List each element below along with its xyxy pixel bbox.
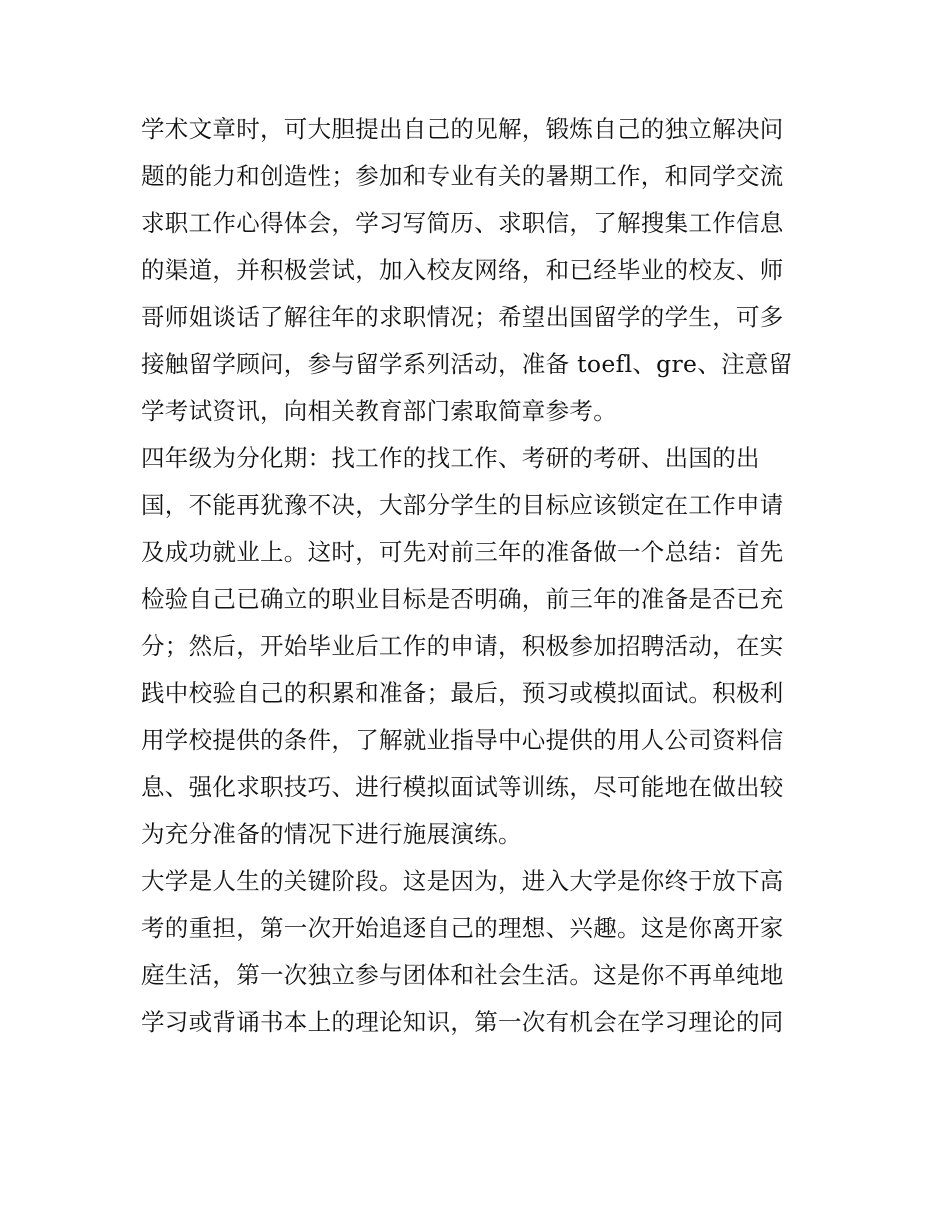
- text-line: 学考试资讯，向相关教育部门索取简章参考。: [141, 397, 617, 425]
- document-body: [141, 106, 821, 1046]
- text-line: 学术文章时，可大胆提出自己的见解，锻炼自己的独立解决问: [141, 115, 784, 143]
- text-line: 四年级为分化期：找工作的找工作、考研的考研、出国的出: [141, 444, 760, 472]
- text-line: 庭生活，第一次独立参与团体和社会生活。这是你不再单纯地: [141, 961, 784, 989]
- text-line: 国，不能再犹豫不决，大部分学生的目标应该锁定在工作申请: [141, 491, 784, 519]
- text-line: 息、强化求职技巧、进行模拟面试等训练，尽可能地在做出较: [141, 773, 784, 801]
- text-line: 分；然后，开始毕业后工作的申请，积极参加招聘活动，在实: [141, 632, 784, 660]
- text-line: 的渠道，并积极尝试，加入校友网络，和已经毕业的校友、师: [141, 256, 784, 284]
- text-line: 为充分准备的情况下进行施展演练。: [141, 820, 522, 848]
- paragraph-2: [141, 435, 821, 858]
- paragraph-3: [141, 858, 821, 1046]
- text-line: 学习或背诵书本上的理论知识，第一次有机会在学习理论的同: [141, 1008, 784, 1036]
- text-line: 践中校验自己的积累和准备；最后，预习或模拟面试。积极利: [141, 679, 784, 707]
- paragraph-1: [141, 106, 821, 435]
- text-line: 检验自己已确立的职业目标是否明确，前三年的准备是否已充: [141, 585, 784, 613]
- text-line: 接触留学顾问，参与留学系列活动，准备 toefl、gre、注意留: [141, 350, 793, 378]
- text-line: 及成功就业上。这时，可先对前三年的准备做一个总结：首先: [141, 538, 784, 566]
- text-line: 哥师姐谈话了解往年的求职情况；希望出国留学的学生，可多: [141, 303, 784, 331]
- text-line: 考的重担，第一次开始追逐自己的理想、兴趣。这是你离开家: [141, 914, 784, 942]
- text-line: 用学校提供的条件，了解就业指导中心提供的用人公司资料信: [141, 726, 784, 754]
- text-line: 题的能力和创造性；参加和专业有关的暑期工作，和同学交流: [141, 162, 784, 190]
- text-line: 大学是人生的关键阶段。这是因为，进入大学是你终于放下高: [141, 867, 784, 895]
- text-line: 求职工作心得体会，学习写简历、求职信，了解搜集工作信息: [141, 209, 784, 237]
